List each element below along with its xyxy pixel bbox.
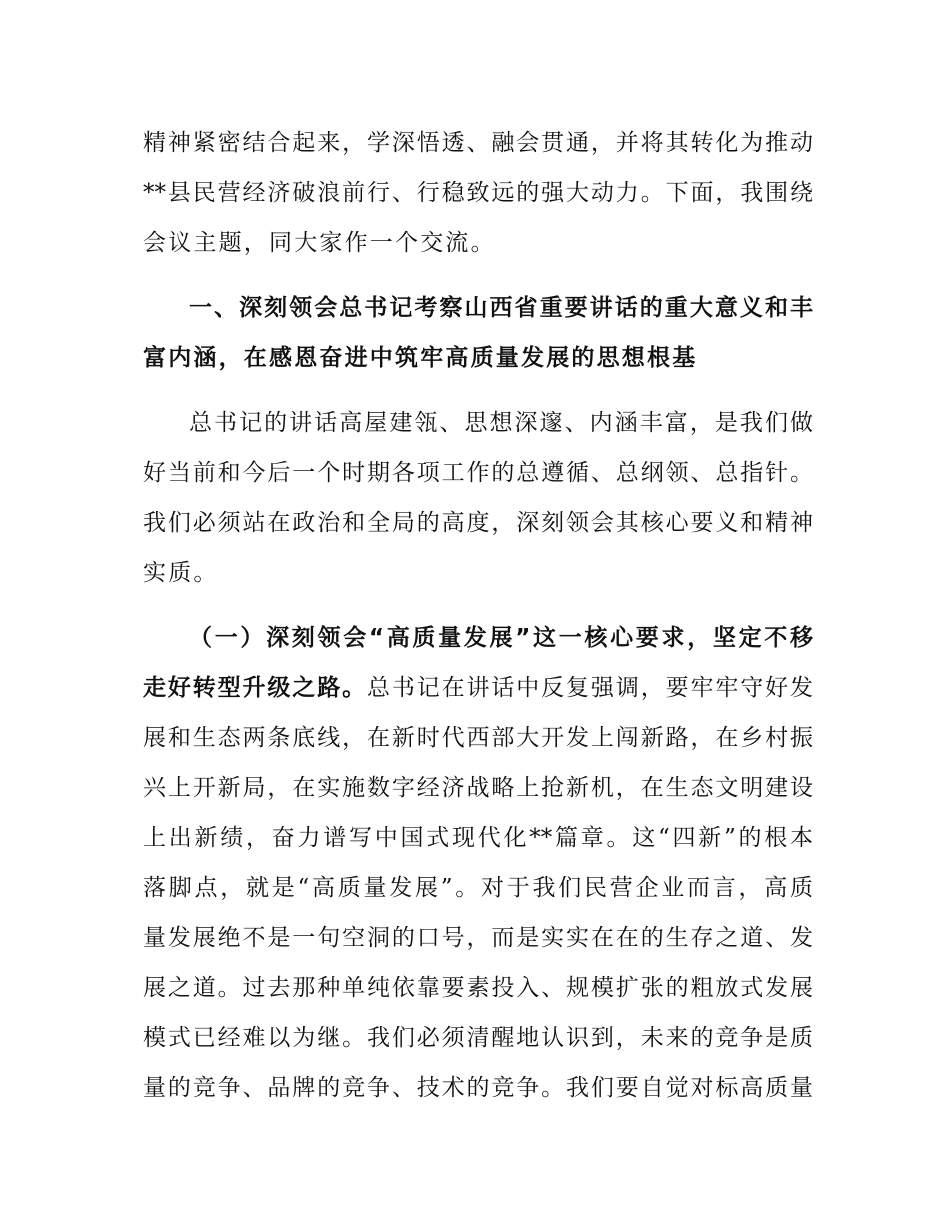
paragraph-line: 精神紧密结合起来，学深悟透、融会贯通，并将其转化为推动: [143, 130, 813, 156]
section-heading-line: 富内涵，在感恩奋进中筑牢高质量发展的思想根基: [143, 345, 698, 371]
paragraph-line: [143, 668, 813, 708]
paragraph-line: 展之道。过去那种单纯依靠要素投入、规模扩张的粗放式发展: [143, 975, 813, 1001]
paragraph-line: 总书记的讲话高屋建瓴、思想深邃、内涵丰富，是我们做: [189, 410, 813, 436]
subheading-end: 走好转型升级之路。: [143, 675, 367, 701]
paragraph-line: 量的竞争、品牌的竞争、技术的竞争。我们要自觉对标高质量: [143, 1075, 813, 1101]
paragraph-line: 好当前和今后一个时期各项工作的总遵循、总纲领、总指针。: [143, 460, 813, 486]
paragraph-line: 上出新绩，奋力谱写中国式现代化**篇章。这“四新”的根本: [143, 825, 813, 851]
paragraph-line: 展和生态两条底线，在新时代西部大开发上闯新路，在乡村振: [143, 725, 813, 751]
subheading-line: （一）深刻领会“高质量发展”这一核心要求，坚定不移: [189, 625, 813, 651]
paragraph-line: 兴上开新局，在实施数字经济战略上抢新机，在生态文明建设: [143, 775, 813, 801]
paragraph-line: 落脚点，就是“高质量发展”。对于我们民营企业而言，高质: [143, 875, 813, 901]
paragraph-text: 总书记在讲话中反复强调，要牢牢守好发: [366, 675, 814, 701]
paragraph-line: 量发展绝不是一句空洞的口号，而是实实在在的生存之道、发: [143, 925, 813, 951]
paragraph-line: 会议主题，同大家作一个交流。: [143, 230, 496, 256]
paragraph-line: 我们必须站在政治和全局的高度，深刻领会其核心要义和精神: [143, 510, 813, 536]
paragraph-line: **县民营经济破浪前行、行稳致远的强大动力。下面，我围绕: [143, 180, 813, 206]
section-heading-line: 一、深刻领会总书记考察山西省重要讲话的重大意义和丰: [189, 295, 813, 321]
paragraph-line: 模式已经难以为继。我们必须清醒地认识到，未来的竞争是质: [143, 1025, 813, 1051]
paragraph-line: 实质。: [143, 560, 219, 586]
